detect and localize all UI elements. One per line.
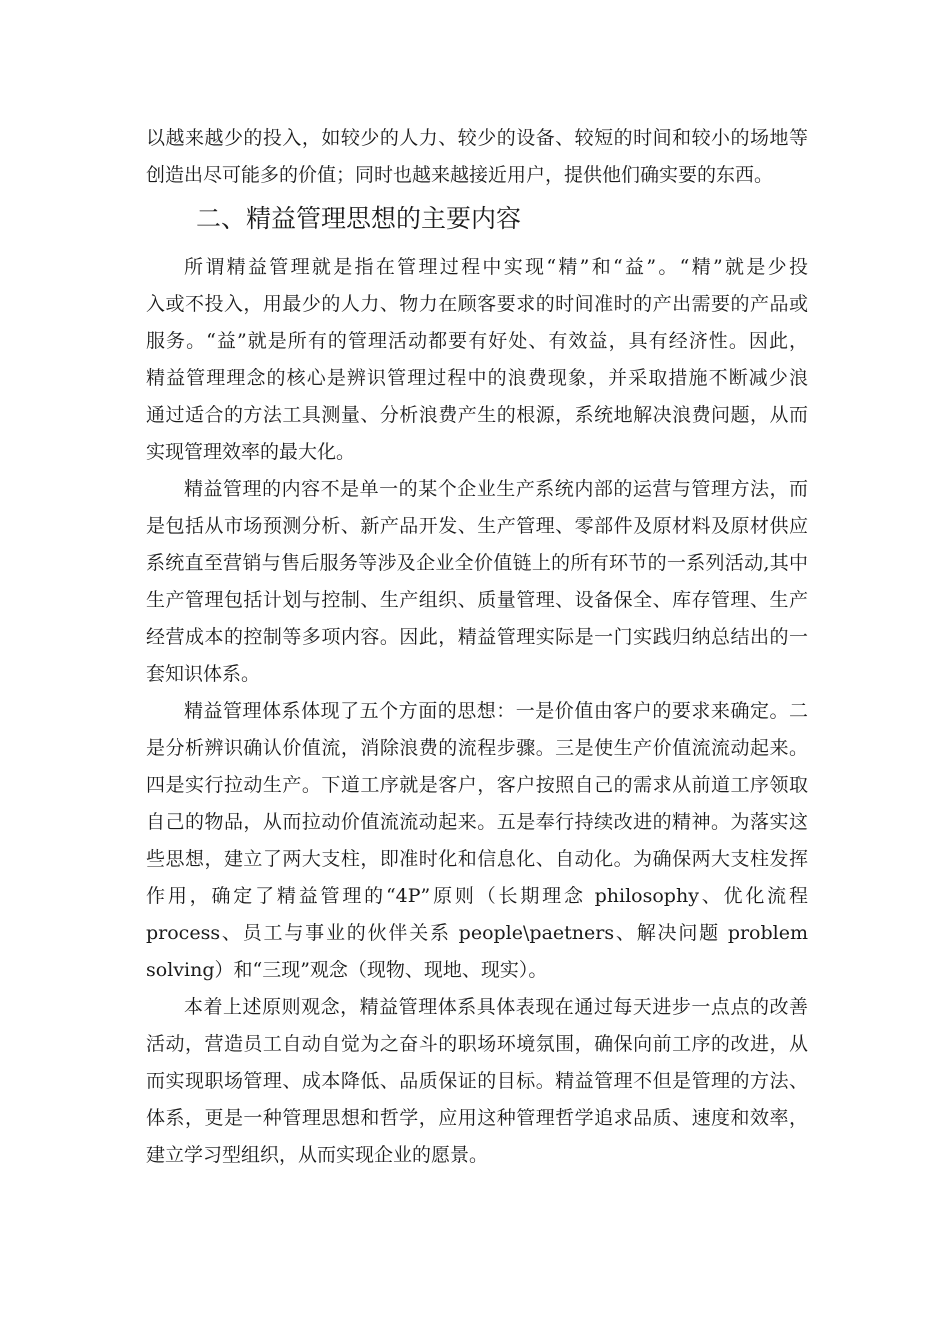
paragraph-2 [146, 471, 808, 693]
text-line: 而实现职场管理、成本降低、品质保证的目标。精益管理不但是管理的方法、 [146, 1070, 808, 1092]
text-line: 服务。“益”就是所有的管理活动都要有好处、有效益，具有经济性。因此， [146, 330, 808, 352]
text-line: 精益管理的内容不是单一的某个企业生产系统内部的运营与管理方法，而 [184, 478, 808, 500]
text-line: 建立学习型组织，从而实现企业的愿景。 [146, 1144, 489, 1166]
paragraph-1 [146, 249, 808, 471]
text-line: 精益管理理念的核心是辨识管理过程中的浪费现象，并采取措施不断减少浪 [146, 367, 808, 389]
text-line: process、员工与事业的伙伴关系 people\paetners、解决问题 problem [146, 922, 808, 944]
text-line: 自己的物品，从而拉动价值流流动起来。五是奉行持续改进的精神。为落实这 [146, 811, 808, 833]
intro-paragraph [146, 120, 808, 194]
text-line: 套知识体系。 [146, 663, 261, 685]
text-line: 些思想，建立了两大支柱，即准时化和信息化、自动化。为确保两大支柱发挥 [146, 848, 808, 870]
document-page [146, 120, 808, 1174]
text-line: 作用，确定了精益管理的“4P”原则（长期理念 philosophy、优化流程 [146, 885, 808, 907]
text-line: 体系，更是一种管理思想和哲学，应用这种管理哲学追求品质、速度和效率， [146, 1107, 808, 1129]
text-line: 系统直至营销与售后服务等涉及企业全价值链上的所有环节的一系列活动,其中 [146, 552, 808, 574]
text-line: 创造出尽可能多的价值；同时也越来越接近用户，提供他们确实要的东西。 [146, 164, 774, 186]
text-line: 是分析辨识确认价值流，消除浪费的流程步骤。三是使生产价值流流动起来。 [146, 737, 808, 759]
text-line: 入或不投入，用最少的人力、物力在顾客要求的时间准时的产出需要的产品或 [146, 293, 808, 315]
text-line: 所谓精益管理就是指在管理过程中实现“精”和“益”。“精”就是少投 [184, 256, 808, 278]
text-line: 经营成本的控制等多项内容。因此，精益管理实际是一门实践归纳总结出的一 [146, 626, 808, 648]
text-line: 是包括从市场预测分析、新产品开发、生产管理、零部件及原材料及原材供应 [146, 515, 808, 537]
text-line: 本着上述原则观念，精益管理体系具体表现在通过每天进步一点点的改善 [184, 996, 808, 1018]
text-line: 精益管理体系体现了五个方面的思想：一是价值由客户的要求来确定。二 [184, 700, 808, 722]
text-line: 四是实行拉动生产。下道工序就是客户，客户按照自己的需求从前道工序领取 [146, 774, 808, 796]
section-heading: 二、精益管理思想的主要内容 [196, 204, 522, 233]
text-line: 以越来越少的投入，如较少的人力、较少的设备、较短的时间和较小的场地等 [146, 127, 808, 149]
text-line: 通过适合的方法工具测量、分析浪费产生的根源，系统地解决浪费问题，从而 [146, 404, 808, 426]
text-line: 活动，营造员工自动自觉为之奋斗的职场环境氛围，确保向前工序的改进，从 [146, 1033, 808, 1055]
paragraph-3 [146, 693, 808, 989]
paragraph-4 [146, 989, 808, 1174]
text-line: 实现管理效率的最大化。 [146, 441, 356, 463]
text-line: 生产管理包括计划与控制、生产组织、质量管理、设备保全、库存管理、生产 [146, 589, 808, 611]
text-line: solving）和“三现”观念（现物、现地、现实）。 [146, 959, 548, 981]
